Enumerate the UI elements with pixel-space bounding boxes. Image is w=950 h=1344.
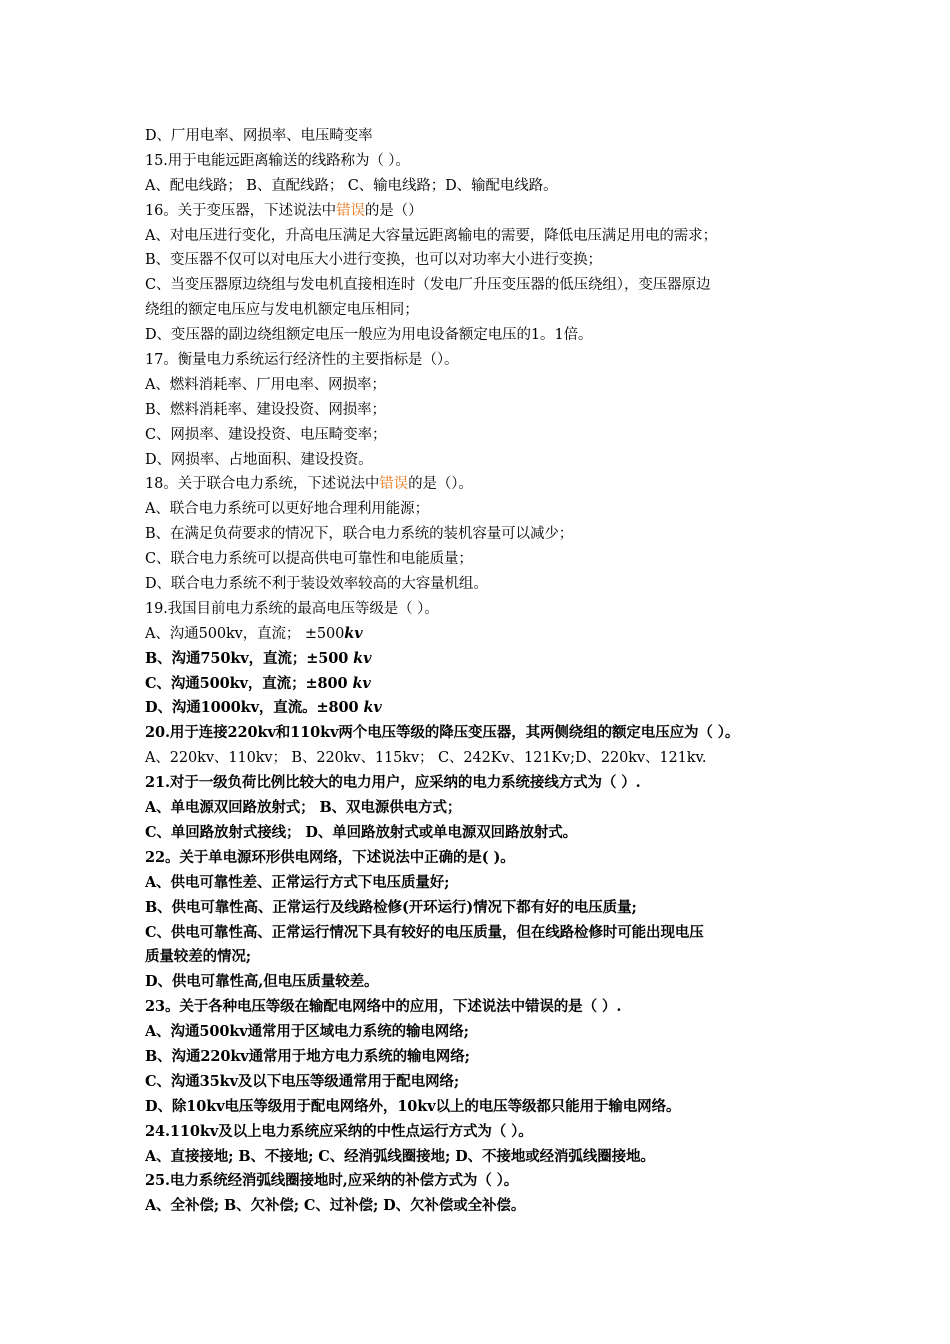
option-a-q23: A、沟通500kv通常用于区域电力系统的输电网络; <box>145 1023 469 1041</box>
question-20: 20.用于连接220kv和110kv两个电压等级的降压变压器，其两侧绕组的额定电压应为（ ）。 <box>145 724 740 742</box>
question-24: 24.110kv及以上电力系统应采纳的中性点运行方式为（ ）。 <box>145 1122 533 1140</box>
option-b-q16: B、变压器不仅可以对电压大小进行变换，也可以对功率大小进行变换； <box>145 252 602 269</box>
option-d-q19-text: D、沟通1000kv，直流。±800 <box>145 699 364 717</box>
option-c-q17: C、网损率、建设投资、电压畸变率； <box>145 426 387 443</box>
question-23: 23。关于各种电压等级在输配电网络中的应用，下述说法中错误的是（ ）. <box>145 998 622 1016</box>
option-c-q16-line2: 绕组的额定电压应与发电机额定电压相同； <box>145 302 419 319</box>
question-16-text-a: 16。关于变压器，下述说法中 <box>145 202 337 219</box>
options-q15: A、配电线路； B、直配线路； C、输电线路；D、输配电线路。 <box>145 177 558 194</box>
option-a-q18: A、联合电力系统可以更好地合理利用能源； <box>145 501 429 518</box>
option-d-q17: D、网损率、占地面积、建设投资。 <box>145 451 373 468</box>
option-d-q16: D、变压器的副边绕组额定电压一般应为用电设备额定电压的1。1倍。 <box>145 327 593 344</box>
option-b-q19-text: B、沟通750kv，直流；±500 <box>145 649 354 667</box>
question-19: 19.我国目前电力系统的最高电压等级是（ ）。 <box>145 600 439 617</box>
option-c-q18: C、联合电力系统可以提高供电可靠性和电能质量； <box>145 551 473 568</box>
option-c-q16-line1: C、当变压器原边绕组与发电机直接相连时（发电厂升压变压器的低压绕组），变压器原边 <box>145 277 711 294</box>
option-a-q16: A、对电压进行变化，升高电压满足大容量远距离输电的需要，降低电压满足用电的需求； <box>145 227 717 244</box>
option-a-q19-unit: kv <box>344 624 363 642</box>
option-a-q17: A、燃料消耗率、厂用电率、网损率； <box>145 376 386 393</box>
option-d-q18: D、联合电力系统不利于装设效率较高的大容量机组。 <box>145 576 488 593</box>
question-18-highlight: 错误 <box>379 476 409 493</box>
options-ab-q21: A、单电源双回路放射式； B、双电源供电方式； <box>145 799 462 817</box>
option-d-q19 <box>145 696 815 721</box>
options-q20: A、220kv、110kv； B、220kv、115kv； C、242Kv、121Kv;D、220kv、121kv. <box>145 750 707 767</box>
option-a-q19-text: A、沟通500kv，直流； ±500 <box>145 625 345 642</box>
option-b-q19-unit: kv <box>353 649 372 667</box>
option-b-q17: B、燃料消耗率、建设投资、网损率； <box>145 401 386 418</box>
option-d-q14: D、厂用电率、网损率、电压畸变率 <box>145 128 373 144</box>
options-q24: A、直接接地; B、不接地; C、经消弧线圈接地; D、不接地或经消弧线圈接地。 <box>145 1147 655 1165</box>
question-18 <box>145 472 815 497</box>
option-b-q19 <box>145 647 815 672</box>
question-16-highlight: 错误 <box>336 202 365 219</box>
question-22: 22。关于单电源环形供电网络，下述说法中正确的是( )。 <box>145 848 515 866</box>
options-cd-q21: C、单回路放射式接线； D、单回路放射式或单电源双回路放射式。 <box>145 823 578 841</box>
question-18-text-b: 的是（）。 <box>408 476 473 493</box>
options-q25: A、全补偿; B、欠补偿; C、过补偿; D、欠补偿或全补偿。 <box>145 1197 526 1215</box>
question-16-text-b: 的是（） <box>364 202 423 219</box>
question-25: 25.电力系统经消弧线圈接地时,应采纳的补偿方式为（ ）。 <box>145 1172 519 1190</box>
question-21: 21.对于一级负荷比例比较大的电力用户，应采纳的电力系统接线方式为（ ）. <box>145 774 641 792</box>
option-c-q22-line1: C、供电可靠性高、正常运行情况下具有较好的电压质量，但在线路检修时可能出现电压 <box>145 923 704 941</box>
option-b-q18: B、在满足负荷要求的情况下，联合电力系统的装机容量可以减少； <box>145 526 574 543</box>
option-d-q23: D、除10kv电压等级用于配电网络外，10kv以上的电压等级都只能用于输电网络。 <box>145 1097 681 1115</box>
option-c-q19 <box>145 672 815 697</box>
option-c-q19-unit: kv <box>352 674 371 692</box>
option-c-q23: C、沟通35kv及以下电压等级通常用于配电网络; <box>145 1072 460 1090</box>
question-17: 17。衡量电力系统运行经济性的主要指标是（）。 <box>145 352 459 369</box>
option-a-q19 <box>145 622 815 647</box>
option-c-q19-text: C、沟通500kv，直流；±800 <box>145 674 353 692</box>
option-b-q23: B、沟通220kv通常用于地方电力系统的输电网络; <box>145 1047 470 1065</box>
option-c-q22-line2: 质量较差的情况; <box>145 948 252 966</box>
option-a-q22: A、供电可靠性差、正常运行方式下电压质量好; <box>145 873 450 891</box>
option-d-q19-unit: kv <box>363 699 382 717</box>
option-d-q22: D、供电可靠性高,但电压质量较差。 <box>145 973 379 991</box>
question-18-text-a: 18。关于联合电力系统，下述说法中 <box>145 476 380 493</box>
option-b-q22: B、供电可靠性高、正常运行及线路检修(开环运行)情况下都有好的电压质量; <box>145 898 637 916</box>
question-15: 15.用于电能远距离输送的线路称为（ ）。 <box>145 152 410 169</box>
question-16 <box>145 199 815 224</box>
document-page <box>145 124 815 1219</box>
